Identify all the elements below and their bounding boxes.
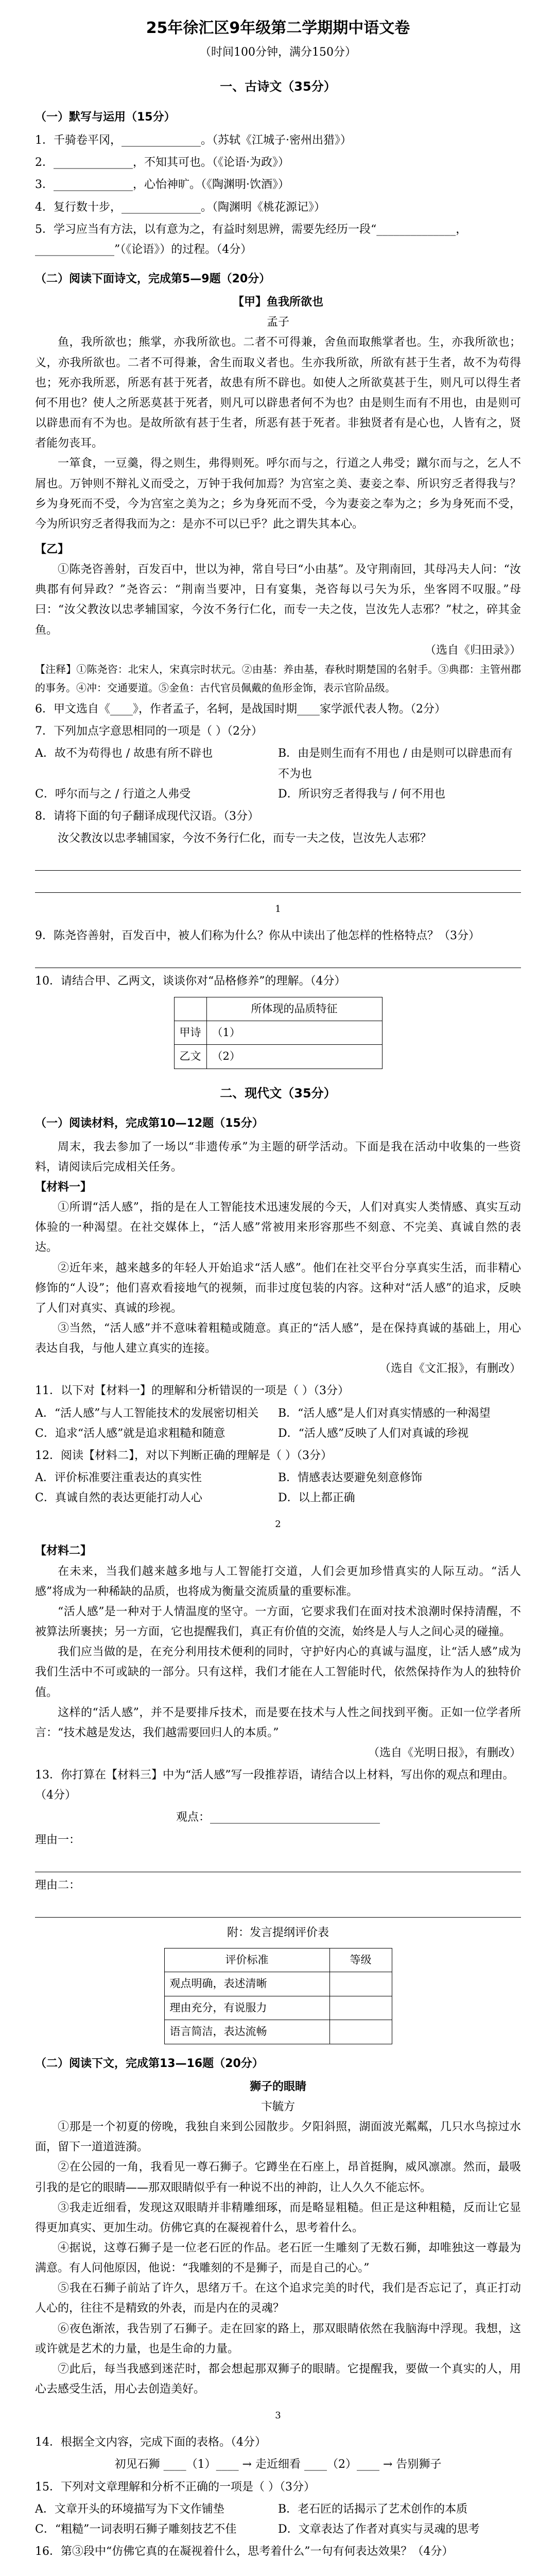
question-11-options [35,1403,521,1444]
story-paragraph: ④据说，这尊石狮子是一位老石匠的作品。老石匠一生雕刻了无数石狮，却唯独这一尊最为满意。有人问他原因，他说：“我雕刻的不是狮子，而是自己的心。” [35,2241,521,2275]
table-cell[interactable]: （1） [206,1021,382,1044]
answer-line[interactable] [35,1853,521,1872]
answer-line[interactable] [35,2565,521,2576]
part-1a-title: （一）默写与运用（15分） [35,110,176,124]
question-14-flow: 初见石狮 ____（1）____ → 走近细看 ____（2）____ → 告别狮子 [114,2458,442,2471]
page-number: 1 [275,904,281,915]
option[interactable]: B．“活人感”是人们对真实情感的一种渴望 [278,1406,491,1420]
material-paragraph: 我们应当做的是，在充分利用技术便利的同时，守护好内心的真诚与温度，让“活人感”成为我们生活中不可或缺的一部分。只有这样，我们才能在人工智能时代，依然保持作为人的独特价值。 [35,1646,521,1699]
question-10: 10．请结合甲、乙两文，谈谈你对“品格修养”的理解。（4分） [35,975,346,988]
exam-subtitle: （时间100分钟，满分150分） [200,46,356,59]
exam-page [35,0,521,2576]
text-a-paragraph: 鱼，我所欲也；熊掌，亦我所欲也。二者不可得兼，舍鱼而取熊掌者也。生，亦我所欲也；义，亦我所欲也。二者不可得兼，舍生而取义者也。生亦我所欲，所欲有甚于生者，故不为苟得也；死亦我所恶，所恶有甚于死者，故患有所不辟也。如使人之所欲莫甚于生，则凡可以得生者何不用也？使人之所恶莫甚于死者，则凡可以辟患者何不为也？由是则生而有不用也，由是则可以辟患而有不为也。是故所欲有甚于生者，所恶有甚于死者。非独贤者有是心也，人皆有之，贤者能勿丧耳。 [35,336,521,450]
option[interactable]: D．以上都正确 [278,1492,355,1505]
option[interactable]: B．老石匠的话揭示了艺术创作的本质 [278,2502,468,2516]
section-1-title: 一、古诗文（35分） [220,79,336,94]
question-3: 3．______________，心怡神旷。（《陶渊明·饮酒》） [35,178,289,192]
text-b-source: （选自《归田录》） [424,643,521,657]
option[interactable]: C．“粗糙”一词表明石狮子雕刻技艺不佳 [35,2522,237,2536]
story-author: 卞毓方 [260,2100,295,2113]
question-6: 6．甲文选自《____》，作者孟子，名轲，是战国时期____家学派代表人物。（2分） [35,703,446,716]
table-header-cell: 等级 [329,1948,392,1972]
story-paragraph: ①那是一个初夏的傍晚，我独自来到公园散步。夕阳斜照，湖面波光粼粼，几只水鸟掠过水面，留下一道道涟漪。 [35,2121,521,2154]
question-9: 9．陈尧咨善射，百发百中，被人们称为什么？你从中读出了他怎样的性格特点？（3分） [35,929,480,943]
table-cell[interactable] [329,1972,392,1996]
option[interactable]: A．评价标准要注重表达的真实性 [35,1471,202,1485]
option[interactable]: A．“活人感”与人工智能技术的发展密切相关 [35,1406,259,1420]
table-row [164,2020,392,2044]
part-2a-title: （一）阅读材料，完成第10—12题（15分） [35,1117,264,1130]
table-header-cell [174,997,206,1021]
question-13-reason-2: 理由二： [35,1878,81,1892]
answer-line[interactable] [35,874,521,893]
text-b-paragraph: ①陈尧咨善射，百发百中，世以为神，常自号曰“小由基”。及守荆南回，其母冯夫人问：“汝典郡有何异政？”尧咨云：“荆南当要冲，日有宴集，尧咨每以弓矢为乐，坐客罔不叹服。”母曰：“汝父教汝以忠孝辅国家，今汝不务行仁化，而专一夫之伎，岂汝先人志邪？”杖之，碎其金鱼。 [35,563,521,637]
story-paragraph: ②在公园的一角，我看见一尊石狮子。它蹲坐在石座上，昂首挺胸，威风凛凛。然而，最吸引我的是它的眼睛——那双眼睛似乎有一种说不出的神韵，让人久久不能忘怀。 [35,2161,521,2194]
material-paragraph: ③当然，“活人感”并不意味着粗糙或随意。真正的“活人感”，是在保持真诚的基础上，用心表达自我，与他人建立真实的连接。 [35,1321,521,1355]
option[interactable]: D．“活人感”反映了人们对真诚的珍视 [278,1427,469,1440]
table-cell: 甲诗 [174,1021,206,1044]
option[interactable]: C．呼尔而与之 / 行道之人弗受 [35,787,191,801]
question-1: 1．千骑卷平冈，______________。（苏轼《江城子·密州出猎》） [35,134,352,147]
intro-text: 周末，我去参加了一场以“非遗传承”为主题的研学活动。下面是我在活动中收集的一些资料，请阅读后完成相关任务。 [35,1140,521,1174]
question-16: 16．第③段中“仿佛它真的在凝视着什么，思考着什么”一句有何表达效果？（4分） [35,2545,454,2558]
table-row [174,1045,382,1069]
text-b-title: 【乙】 [35,543,70,556]
option[interactable]: C．追求“活人感”就是追求粗糙和随意 [35,1427,225,1440]
material-paragraph: 在未来，当我们越来越多地与人工智能打交道，人们会更加珍惜真实的人际互动。“活人感”将成为一种稀缺的品质，也将成为衡量交流质量的重要标准。 [35,1565,521,1598]
material-paragraph: ②近年来，越来越多的年轻人开始追求“活人感”。他们在社交平台分享真实生活，而非精心修饰的“人设”；他们喜欢看接地气的视频，而非过度包装的内容。这种对“活人感”的追求，反映了人们对真实、真诚的珍视。 [35,1261,521,1315]
option[interactable]: A．故不为苟得也 / 故患有所不辟也 [35,747,213,760]
table-row [164,1996,392,2020]
option[interactable]: B．情感表达要避免刻意修饰 [278,1471,423,1485]
text-a-title: 【甲】鱼我所欲也 [232,296,323,309]
question-13: 13．你打算在【材料三】中为“活人感”写一段推荐语，请结合以上材料，写出你的观点和理由。（4分） [35,1769,514,1802]
table-header-cell: 评价标准 [164,1948,329,1972]
question-10-table [174,997,383,1069]
material-source: （选自《文汇报》，有删改） [379,1362,521,1376]
material-paragraph: “活人感”是一种对于人情温度的坚守。一方面，它要求我们在面对技术浪潮时保持清醒，不被算法所裹挟；另一方面，它也提醒我们，真正有价值的交流，始终是人与人之间心灵的碰撞。 [35,1605,521,1639]
question-5: 5．学习应当有方法，以有意为之，有益时刻思辨，需要先经历一段“______________，______________”（《论语》）的过程。（4分） [35,223,467,256]
question-8-sentence: 汝父教汝以忠孝辅国家，今汝不务行仁化，而专一夫之伎，岂汝先人志邪？ [58,832,432,845]
part-2b-title: （二）阅读下文，完成第13—16题（20分） [35,2057,264,2070]
question-15: 15．下列对文章理解和分析不正确的一项是（ ）（3分） [35,2480,315,2494]
question-2: 2．______________，不知其可也。（《论语·为政》） [35,156,289,170]
table-cell[interactable] [329,2020,392,2044]
question-13-hint: 观点：______________________________ [176,1811,380,1824]
question-12-options [35,1468,521,1508]
answer-line[interactable] [35,852,521,871]
material-paragraph: ①所谓“活人感”，指的是在人工智能技术迅速发展的今天，人们对真实人类情感、真实互动体验的一种渴望。在社交媒体上，“活人感”常被用来形容那些不刻意、不完美、真诚自然的表达。 [35,1201,521,1255]
question-15-options [35,2499,521,2539]
table-cell: 语言简洁，表达流畅 [164,2020,329,2044]
question-4: 4．复行数十步，______________。（陶渊明《桃花源记》） [35,200,325,214]
question-7: 7．下列加点字意思相同的一项是（ ）（2分） [35,725,263,738]
material-paragraph: 这样的“活人感”，并不是要排斥技术，而是要在技术与人性之间找到平衡。正如一位学者所言：“技术越是发达，我们越需要回归人的本质。” [35,1706,521,1739]
question-7-options [35,743,521,804]
table-row [174,1021,382,1044]
text-a-author: 孟子 [266,316,289,329]
option[interactable]: C．真诚自然的表达更能打动人心 [35,1492,202,1505]
question-14: 14．根据全文内容，完成下面的表格。（4分） [35,2436,266,2449]
evaluation-table [164,1948,392,2044]
story-paragraph: ⑤我在石狮子前站了许久，思绪万千。在这个追求完美的时代，我们是否忘记了，真正打动人心的，往往不是精致的外表，而是内在的灵魂？ [35,2282,521,2315]
table-cell: 理由充分，有说服力 [164,1996,329,2020]
option[interactable]: B．由是则生而有不用也 / 由是则可以辟患而有不为也 [278,747,513,781]
part-1b-title: （二）阅读下面诗文，完成第5—9题（20分） [35,272,271,285]
answer-line[interactable] [35,1899,521,1918]
table-header-cell: 所体现的品质特征 [206,997,382,1021]
material-1-title: 【材料一】 [35,1180,92,1194]
page-number: 3 [275,2410,281,2421]
story-paragraph: ⑦此后，每当我感到迷茫时，都会想起那双狮子的眼睛。它提醒我，要做一个真实的人，用心去感受生活，用心去创造美好。 [35,2362,521,2396]
material-2-title: 【材料二】 [35,1545,92,1558]
table-cell: 乙文 [174,1045,206,1069]
exam-title: 25年徐汇区9年级第二学期期中语文卷 [146,19,410,37]
table-row [164,1972,392,1996]
story-paragraph: ③我走近细看，发现这双眼睛并非精雕细琢，而是略显粗糙。但正是这种粗糙，反而让它显得更加真实、更加生动。仿佛它真的在凝视着什么，思考着什么。 [35,2201,521,2234]
text-a-paragraph: 一箪食，一豆羹，得之则生，弗得则死。呼尔而与之，行道之人弗受；蹴尔而与之，乞人不屑也。万钟则不辩礼义而受之，万钟于我何加焉？为宫室之美、妻妾之奉、所识穷乏者得我与？乡为身死而不受，今为宫室之美为之；乡为身死而不受，今为妻妾之奉为之；乡为身死而不受，今为所识穷乏者得我而为之：是亦不可以已乎？此之谓失其本心。 [35,457,521,531]
section-2-title: 二、现代文（35分） [220,1086,336,1100]
evaluation-table-title: 附：发言提纲评价表 [227,1926,329,1939]
option[interactable]: D．所识穷乏者得我与 / 何不用也 [278,787,446,801]
option[interactable]: D．文章表达了作者对真实与灵魂的思考 [278,2522,480,2536]
material-source: （选自《光明日报》，有删改） [368,1746,521,1759]
table-cell: 观点明确，表述清晰 [164,1972,329,1996]
story-paragraph: ⑥夜色渐浓，我告别了石狮子。走在回家的路上，那双眼睛依然在我脑海中浮现。我想，这或许就是艺术的力量，也是生命的力量。 [35,2322,521,2355]
table-cell[interactable] [329,1996,392,2020]
story-title: 狮子的眼睛 [249,2080,306,2093]
page-number: 2 [275,1519,281,1530]
text-b-note: 【注释】①陈尧咨：北宋人，宋真宗时状元。②由基：养由基，春秋时期楚国的名射手。③典郡：主管州郡的事务。④冲：交通要道。⑤金鱼：古代官员佩戴的鱼形金饰，表示官阶品级。 [35,663,521,694]
question-13-reason-1: 理由一： [35,1833,81,1846]
question-8: 8．请将下面的句子翻译成现代汉语。（3分） [35,809,259,823]
question-12: 12．阅读【材料二】，对以下判断正确的理解是（ ）（3分） [35,1449,332,1462]
answer-line[interactable] [35,949,521,968]
table-cell[interactable]: （2） [206,1045,382,1069]
question-11: 11．以下对【材料一】的理解和分析错误的一项是（ ）（3分） [35,1384,349,1398]
option[interactable]: A．文章开头的环境描写为下文作铺垫 [35,2502,224,2516]
